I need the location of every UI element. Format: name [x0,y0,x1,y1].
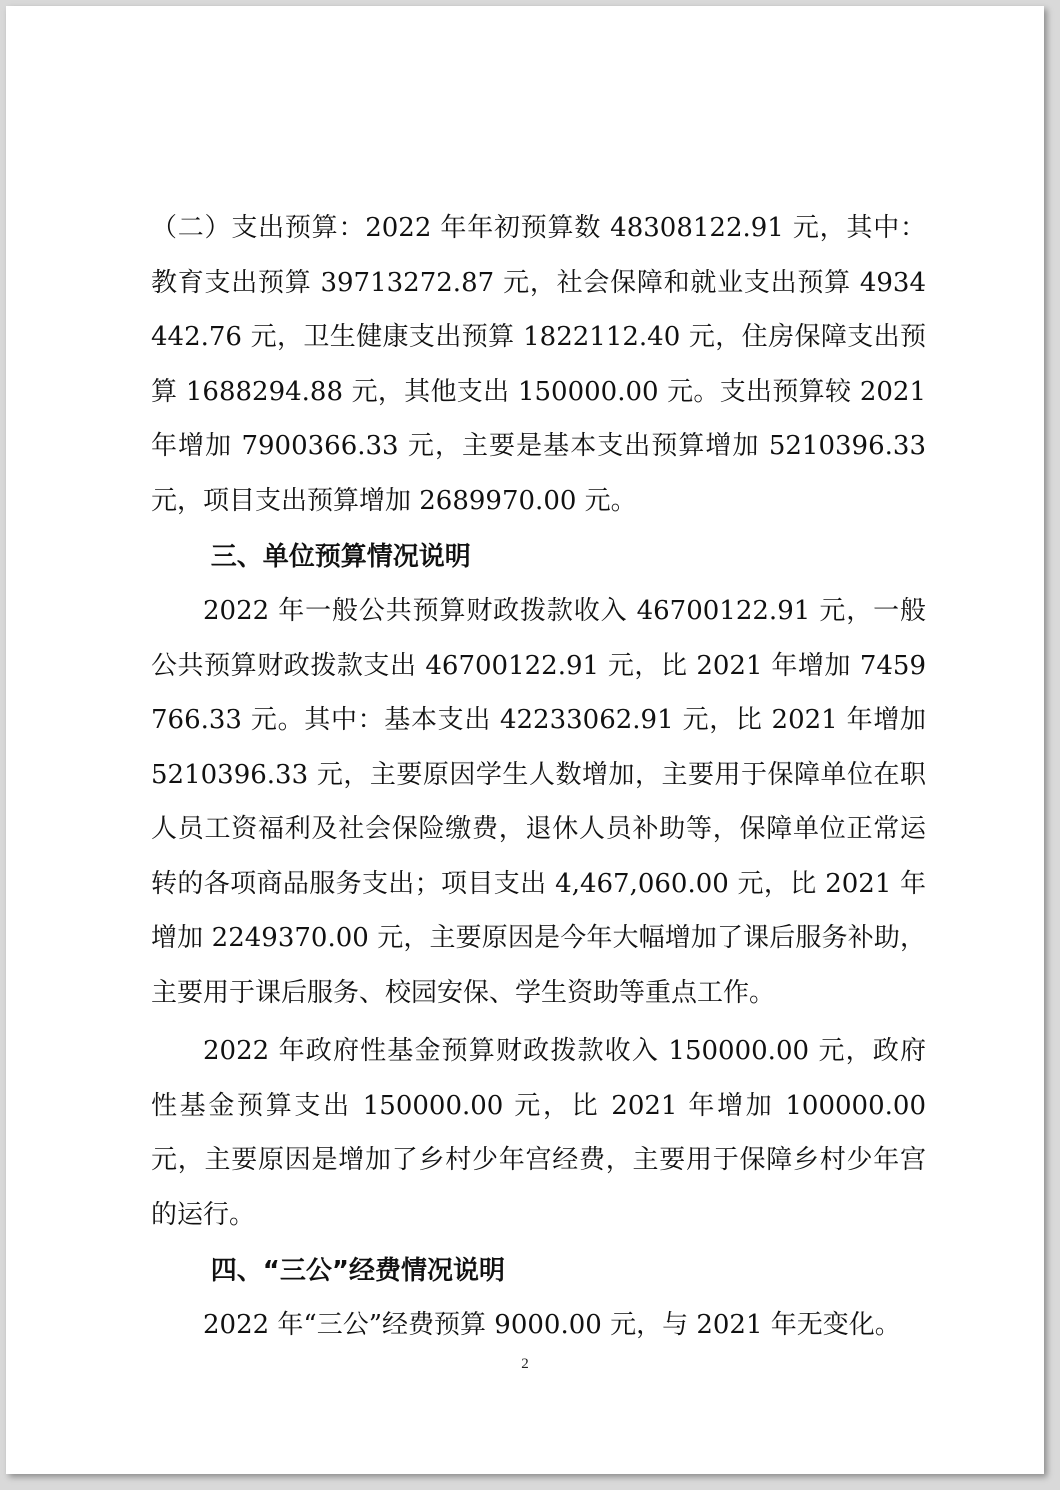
page-number: 2 [521,1356,529,1372]
document-body [151,201,926,1353]
expenditure-budget-paragraph: （二）支出预算：2022 年年初预算数 48308122.91 元，其中：教育支出预算 39713272.87 元，社会保障和就业支出预算 4934442.76 元，卫生健康支出预算 1822112.40 元，住房保障支出预算 1688294.88 元，其他支出 150000.00 元。支出预算较 2021 年增加 7900366.33 元，主要是基本支出预算增加 5210396.33 元，项目支出预算增加 2689970.00 元。 [151,213,926,516]
document-page [6,6,1044,1474]
government-fund-budget-paragraph: 2022 年政府性基金预算财政拨款收入 150000.00 元，政府性基金预算支出 150000.00 元，比 2021 年增加 100000.00 元，主要原因是增加了乡村少年宫经费，主要用于保障乡村少年宫的运行。 [151,1036,926,1230]
section-four-heading: 四、“三公”经费情况说明 [210,1256,505,1286]
general-public-budget-paragraph: 2022 年一般公共预算财政拨款收入 46700122.91 元，一般公共预算财政拨款支出 46700122.91 元，比 2021 年增加 7459766.33 元。其中：基本支出 42233062.91 元，比 2021 年增加 5210396.33 元，主要原因学生人数增加，主要用于保障单位在职人员工资福利及社会保险缴费，退休人员补助等，保障单位正常运转的各项商品服务支出；项目支出 4,467,060.00 元，比 2021 年增加 2249370.00 元，主要原因是今年大幅增加了课后服务补助，主要用于课后服务、校园安保、学生资助等重点工作。 [151,596,926,1008]
three-public-budget-paragraph: 2022 年“三公”经费预算 9000.00 元，与 2021 年无变化。 [203,1310,901,1340]
section-three-heading: 三、单位预算情况说明 [210,542,471,572]
